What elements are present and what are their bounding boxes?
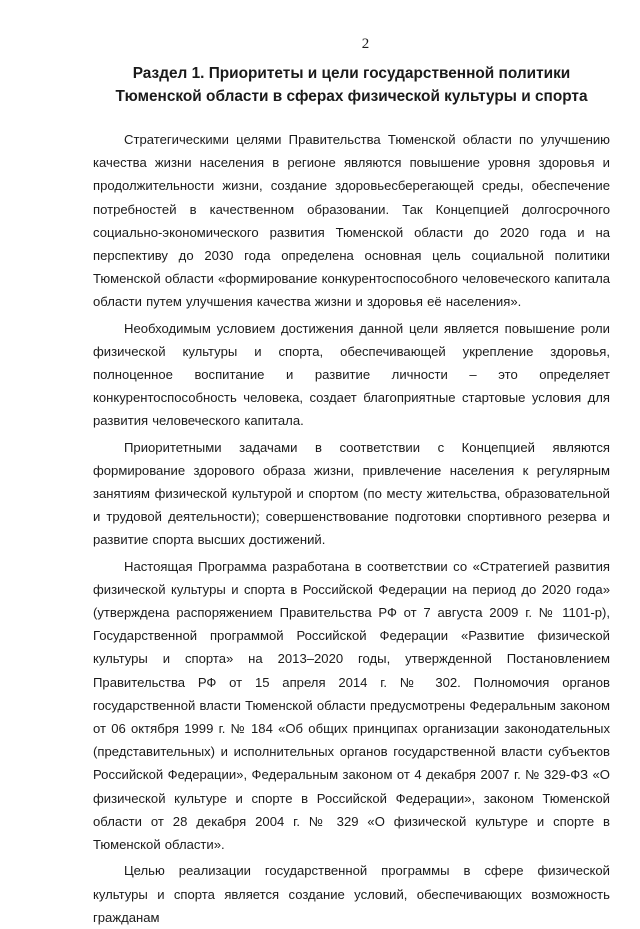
section-title <box>93 62 610 108</box>
paragraph-strategic-goals: Стратегическими целями Правительства Тюменской области по улучшению качества жизни населения в регионе являются повышение уровня здоровья и продолжительности жизни, создание здоровьесберегающей среды, обеспечение потребностей в качественном образовании. Так Концепцией долгосрочного социально-экономического развития Тюменской области до 2020 года и на перспективу до 2030 года определена основная цель социальной политики Тюменской области «формирование конкурентоспособного человеческого капитала области путем улучшения качества жизни и здоровья её населения». <box>93 132 610 310</box>
paragraph-program-goal: Целью реализации государственной программы в сфере физической культуры и спорта является создание условий, обеспечивающих возможность гражданам <box>93 863 610 925</box>
paragraph-priority-tasks: Приоритетными задачами в соответствии с Концепцией являются формирование здорового образа жизни, привлечение населения к регулярным занятиям физической культурой и спортом (по месту жительства, образовательной и трудовой деятельности); совершенствование подготовки спортивного резерва и развитие спорта высших достижений. <box>93 439 610 548</box>
paragraph-program-basis: Настоящая Программа разработана в соответствии со «Стратегией развития физической культуры и спорта в Российской Федерации на период до 2020 года» (утверждена распоряжением Правительства РФ от 7 августа 2009 г. № 1101-р), Государственной программой Российской Федерации «Развитие физической культуры и спорта» на 2013–2020 годы, утвержденной Постановлением Правительства РФ от 15 апреля 2014 г. № 302. Полномочия органов государственной власти Тюменской области предусмотрены Федеральным законом от 06 октября 1999 г. № 184 «Об общих принципах организации законодательных (представительных) и исполнительных органов государственной власти субъектов Российской Федерации», Федеральным законом от 4 декабря 2007 г. № 329-ФЗ «О физической культуре и спорте в Российской Федерации», законом Тюменской области от 28 декабря 2004 г. № 329 «О физической культуре и спорте в Тюменской области». <box>93 558 610 853</box>
section-title-line-1: Раздел 1. Приоритеты и цели государственной политики <box>132 65 571 82</box>
page-number: 2 <box>361 36 370 52</box>
section-title-line-2: Тюменской области в сферах физической культуры и спорта <box>115 88 588 105</box>
paragraph-necessary-condition: Необходимым условием достижения данной цели является повышение роли физической культуры и спорта, обеспечивающей укрепление здоровья, полноценное воспитание и развитие личности – это определяет конкурентоспособность человека, создает благоприятные стартовые условия для развития человеческого капитала. <box>93 320 610 429</box>
